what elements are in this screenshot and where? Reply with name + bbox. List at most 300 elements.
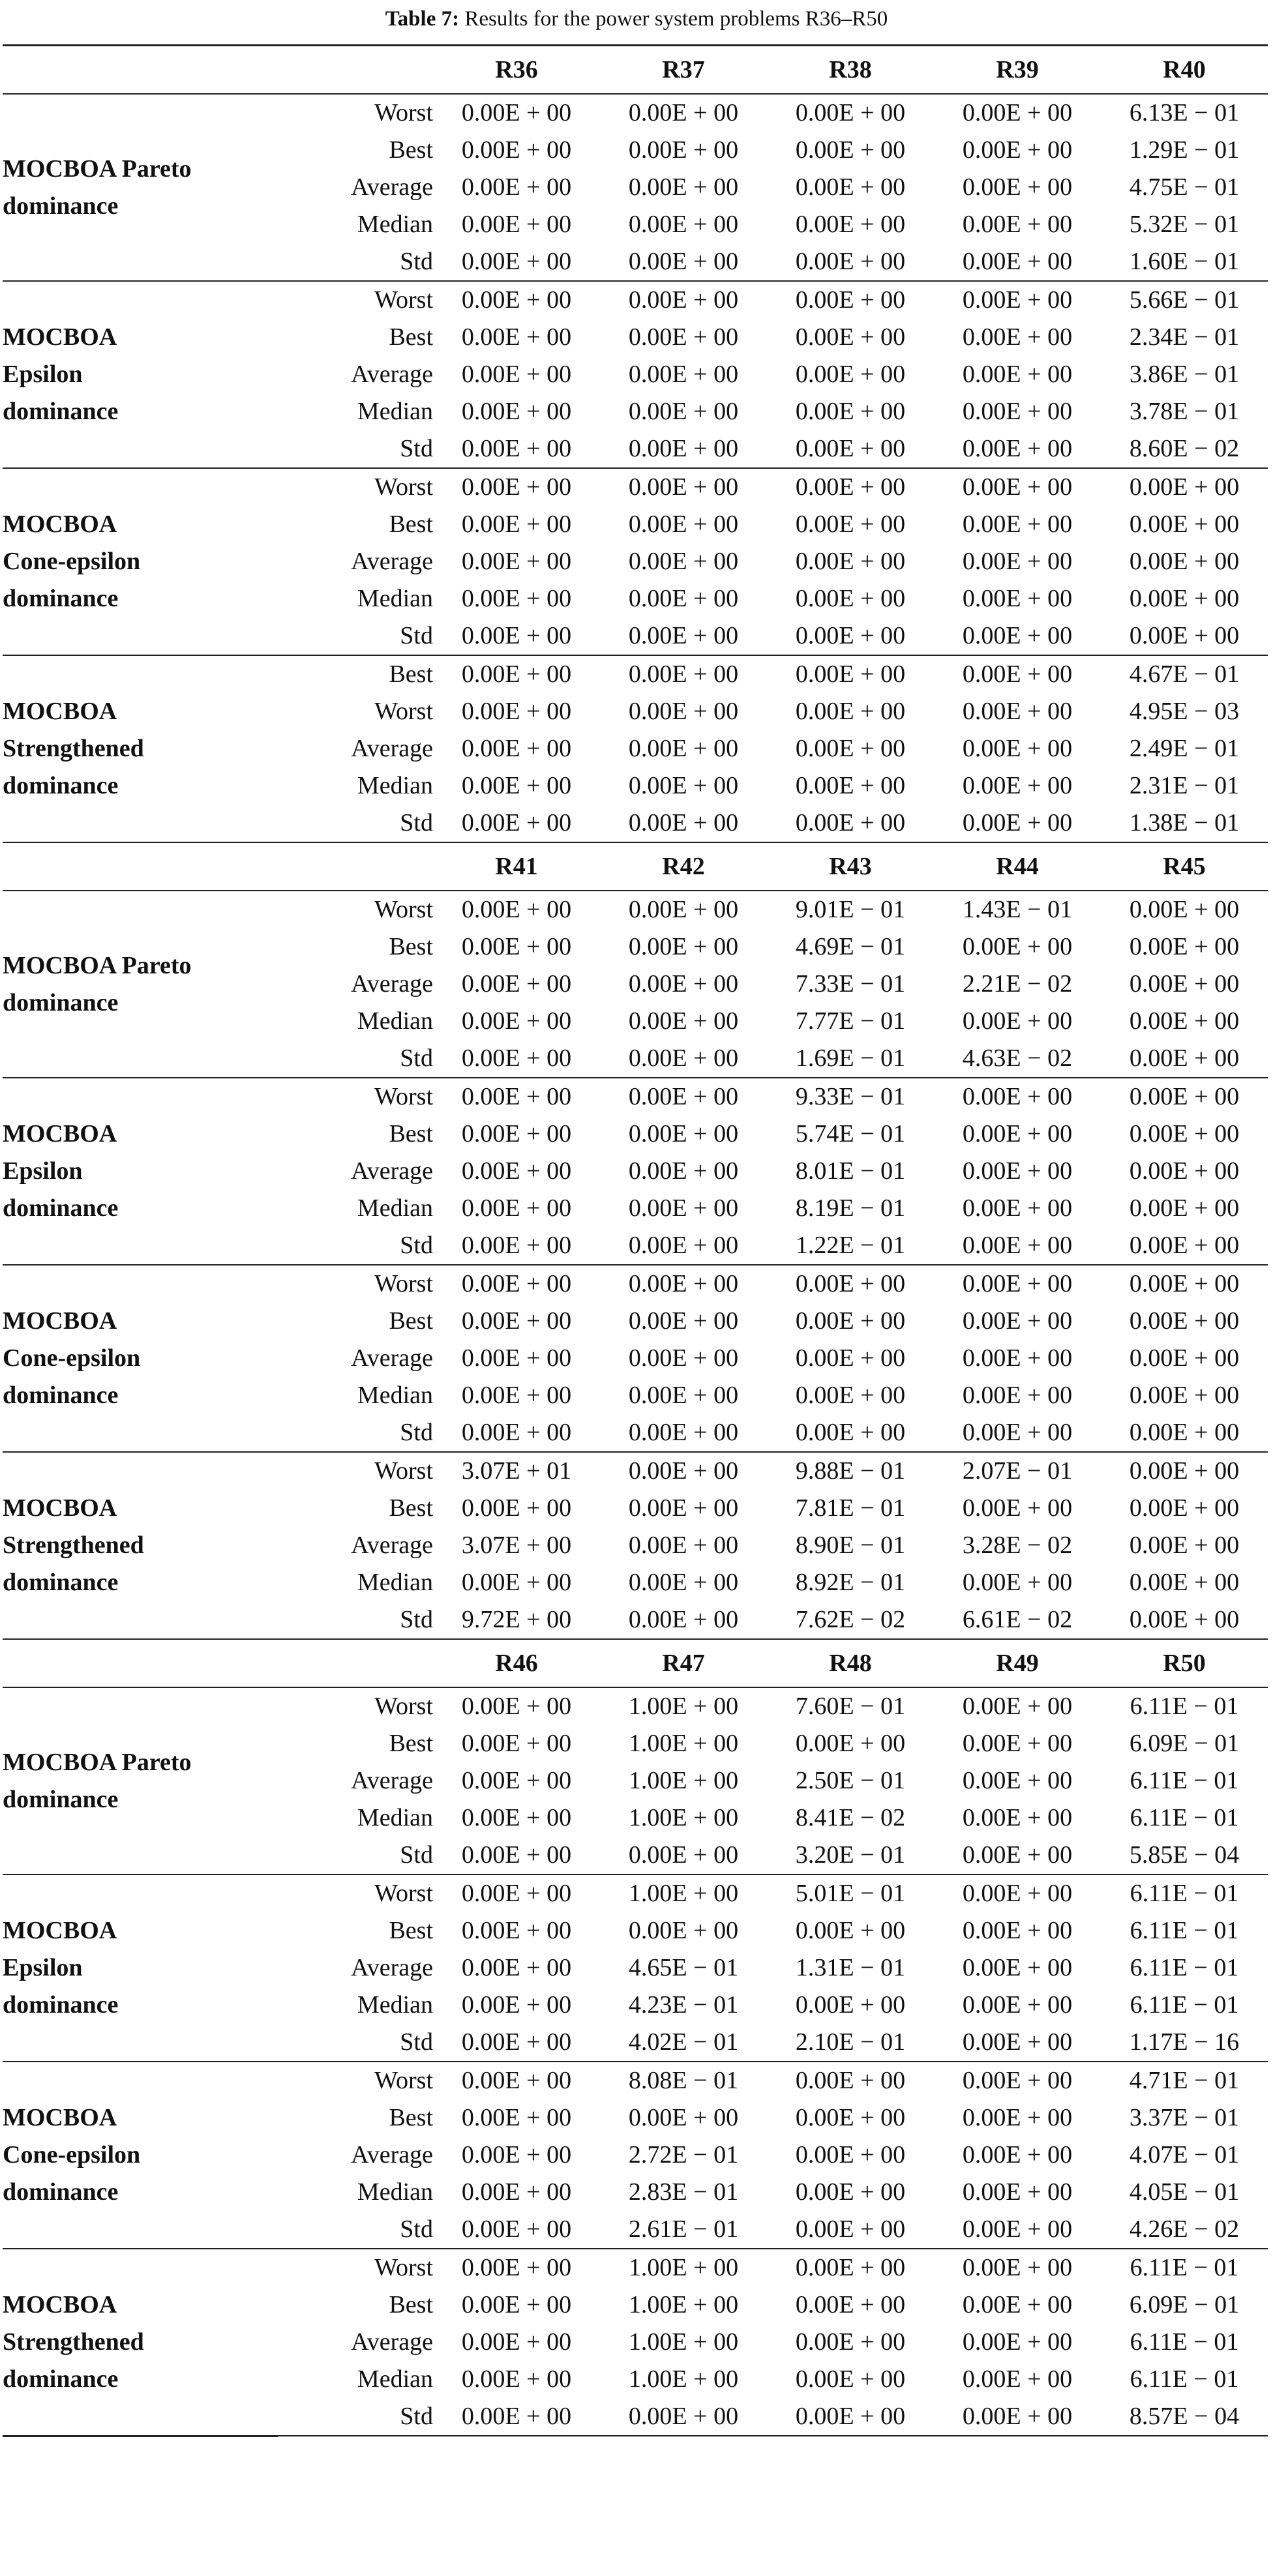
stat-label: Best (389, 1494, 433, 1522)
stat-label: Worst (374, 698, 433, 725)
stat-label: Std (278, 805, 433, 842)
column-header: R48 (767, 1639, 934, 1687)
method-label-line: Strengthened (3, 735, 144, 762)
value-cell: 4.65E − 01 (628, 1954, 739, 1981)
value-cell: 0.00E + 00 (934, 2211, 1101, 2249)
stat-label: Median (357, 211, 433, 238)
value-cell: 4.63E − 02 (934, 1040, 1101, 1078)
value-cell: 0.00E + 00 (934, 243, 1101, 281)
value-cell: 0.00E + 00 (962, 548, 1073, 575)
value-cell: 4.71E − 01 (1129, 2067, 1240, 2094)
value-cell: 0.00E + 00 (433, 805, 600, 842)
stat-label: Std (278, 617, 433, 655)
value-cell: 1.29E − 01 (1129, 136, 1240, 164)
value-cell: 2.61E − 01 (600, 2211, 767, 2249)
table-row (3, 1265, 1268, 1303)
value-cell: 1.00E + 00 (628, 2291, 739, 2318)
method-label-line: dominance (3, 1991, 119, 2019)
value-cell: 0.00E + 00 (962, 1194, 1073, 1222)
value-cell: 4.95E − 03 (1129, 698, 1240, 725)
method-label (3, 891, 278, 1078)
value-cell: 9.33E − 01 (795, 1083, 906, 1110)
stat-label: Best (389, 323, 433, 351)
stat-label: Std (278, 243, 433, 281)
value-cell: 0.00E + 00 (962, 173, 1073, 201)
value-cell: 0.00E + 00 (795, 660, 906, 688)
value-cell: 0.00E + 00 (962, 2141, 1073, 2169)
value-cell: 0.00E + 00 (628, 933, 739, 960)
method-label-line: Strengthened (3, 1532, 144, 1559)
method-label-line: MOCBOA Pareto (3, 951, 192, 979)
value-cell: 0.00E + 00 (1101, 1414, 1268, 1452)
stat-label: Best (389, 136, 433, 164)
method-label-line: MOCBOA (3, 1120, 117, 1147)
value-cell: 4.05E − 01 (1129, 2178, 1240, 2206)
value-cell: 0.00E + 00 (600, 805, 767, 842)
value-cell: 0.00E + 00 (795, 2104, 906, 2131)
value-cell: 3.07E + 01 (461, 1457, 572, 1485)
value-cell: 0.00E + 00 (461, 1083, 572, 1110)
value-cell: 0.00E + 00 (795, 361, 906, 388)
value-cell: 0.00E + 00 (628, 1120, 739, 1147)
value-cell: 0.00E + 00 (795, 2178, 906, 2206)
value-cell: 2.50E − 01 (795, 1767, 906, 1794)
column-header: R47 (600, 1639, 767, 1687)
value-cell: 4.02E − 01 (600, 2024, 767, 2062)
value-cell: 7.77E − 01 (795, 1007, 906, 1035)
value-cell: 5.85E − 04 (1101, 1837, 1268, 1874)
method-label-line: MOCBOA (3, 1494, 117, 1522)
stat-label: Std (278, 1601, 433, 1639)
value-cell: 0.00E + 00 (1101, 1601, 1268, 1639)
value-cell: 0.00E + 00 (795, 2141, 906, 2169)
value-cell: 0.00E + 00 (1129, 896, 1240, 923)
value-cell: 0.00E + 00 (628, 2104, 739, 2131)
value-cell: 0.00E + 00 (461, 1270, 572, 1297)
value-cell: 0.00E + 00 (962, 1344, 1073, 1372)
value-cell: 0.00E + 00 (461, 585, 572, 612)
value-cell: 0.00E + 00 (962, 585, 1073, 612)
stat-label: Median (357, 1382, 433, 1409)
value-cell: 0.00E + 00 (628, 99, 739, 126)
value-cell: 1.00E + 00 (628, 1767, 739, 1794)
value-cell: 0.00E + 00 (962, 473, 1073, 501)
value-cell: 0.00E + 00 (795, 99, 906, 126)
value-cell: 0.00E + 00 (628, 136, 739, 164)
column-header: R45 (1101, 842, 1268, 891)
value-cell: 0.00E + 00 (628, 511, 739, 538)
value-cell: 0.00E + 00 (433, 430, 600, 468)
value-cell: 3.07E + 00 (461, 1532, 572, 1559)
value-cell: 0.00E + 00 (1129, 1494, 1240, 1522)
value-cell: 0.00E + 00 (795, 2365, 906, 2393)
method-label-line: Epsilon (3, 361, 83, 388)
method-label-line: MOCBOA (3, 511, 117, 538)
value-cell: 0.00E + 00 (628, 1382, 739, 1409)
value-cell: 0.00E + 00 (461, 735, 572, 762)
value-cell: 8.41E − 02 (795, 1804, 906, 1831)
stat-label: Worst (374, 2067, 433, 2094)
stat-label: Median (357, 1569, 433, 1596)
method-label-line: MOCBOA (3, 2104, 117, 2131)
value-cell: 0.00E + 00 (461, 136, 572, 164)
method-label-line: Epsilon (3, 1157, 83, 1185)
value-cell: 0.00E + 00 (461, 1954, 572, 1981)
stat-label: Best (389, 511, 433, 538)
column-header: R42 (600, 842, 767, 891)
value-cell: 0.00E + 00 (1129, 1007, 1240, 1035)
value-cell: 0.00E + 00 (461, 2141, 572, 2169)
method-label (3, 1452, 278, 1639)
stat-label: Average (351, 1767, 433, 1794)
value-cell: 0.00E + 00 (461, 548, 572, 575)
value-cell: 8.90E − 01 (795, 1532, 906, 1559)
value-cell: 0.00E + 00 (628, 361, 739, 388)
stat-label: Std (278, 2211, 433, 2249)
value-cell: 0.00E + 00 (962, 1120, 1073, 1147)
value-cell: 0.00E + 00 (628, 735, 739, 762)
table-row (3, 1687, 1268, 1725)
value-cell: 1.00E + 00 (628, 1804, 739, 1831)
value-cell: 2.10E − 01 (767, 2024, 934, 2062)
method-label-line: dominance (3, 585, 119, 612)
stat-label: Worst (374, 2254, 433, 2281)
value-cell: 0.00E + 00 (461, 1917, 572, 1944)
value-cell: 0.00E + 00 (962, 1007, 1073, 1035)
header-blank-stat (278, 1639, 433, 1687)
stat-label: Worst (374, 99, 433, 126)
value-cell: 0.00E + 00 (962, 1991, 1073, 2019)
value-cell: 0.00E + 00 (795, 1730, 906, 1757)
stat-label: Best (389, 2104, 433, 2131)
value-cell: 6.11E − 01 (1130, 2365, 1239, 2393)
value-cell: 0.00E + 00 (962, 398, 1073, 425)
results-table (3, 44, 1268, 2437)
table-row (3, 1078, 1268, 1116)
value-cell: 6.11E − 01 (1130, 1917, 1239, 1944)
table-row (3, 468, 1268, 506)
value-cell: 0.00E + 00 (767, 2211, 934, 2249)
value-cell: 1.00E + 00 (628, 1880, 739, 1907)
value-cell: 0.00E + 00 (934, 1414, 1101, 1452)
value-cell: 6.11E − 01 (1130, 1767, 1239, 1794)
caption-label: Table 7: (385, 7, 460, 31)
value-cell: 0.00E + 00 (433, 1837, 600, 1874)
stat-label: Median (357, 1194, 433, 1222)
value-cell: 0.00E + 00 (628, 772, 739, 799)
caption-text: Results for the power system problems R36–R50 (464, 7, 888, 31)
value-cell: 0.00E + 00 (628, 585, 739, 612)
stat-label: Average (351, 2141, 433, 2169)
column-header: R50 (1101, 1639, 1268, 1687)
value-cell: 0.00E + 00 (433, 1040, 600, 1078)
header-blank-stat (278, 842, 433, 891)
value-cell: 0.00E + 00 (962, 1494, 1073, 1522)
value-cell: 6.13E − 01 (1129, 99, 1240, 126)
value-cell: 0.00E + 00 (1129, 1532, 1240, 1559)
value-cell: 0.00E + 00 (461, 473, 572, 501)
value-cell: 0.00E + 00 (962, 735, 1073, 762)
value-cell: 0.00E + 00 (962, 2291, 1073, 2318)
value-cell: 0.00E + 00 (962, 1270, 1073, 1297)
value-cell: 0.00E + 00 (600, 243, 767, 281)
value-cell: 0.00E + 00 (962, 1382, 1073, 1409)
value-cell: 0.00E + 00 (795, 2254, 906, 2281)
value-cell: 0.00E + 00 (795, 473, 906, 501)
value-cell: 0.00E + 00 (795, 1917, 906, 1944)
value-cell: 0.00E + 00 (600, 1837, 767, 1874)
value-cell: 0.00E + 00 (628, 1007, 739, 1035)
value-cell: 4.23E − 01 (628, 1991, 739, 2019)
table-row (3, 891, 1268, 928)
stat-label: Average (351, 1532, 433, 1559)
method-label (3, 1265, 278, 1452)
value-cell: 6.11E − 01 (1130, 2254, 1239, 2281)
table-row (3, 1874, 1268, 1912)
value-cell: 2.21E − 02 (962, 970, 1073, 998)
value-cell: 7.60E − 01 (795, 1693, 906, 1720)
stat-label: Worst (374, 1457, 433, 1485)
value-cell: 0.00E + 00 (1129, 1457, 1240, 1485)
value-cell: 0.00E + 00 (461, 99, 572, 126)
value-cell: 0.00E + 00 (962, 361, 1073, 388)
method-label-line: dominance (3, 988, 119, 1016)
value-cell: 6.61E − 02 (934, 1601, 1101, 1639)
value-cell: 4.26E − 02 (1101, 2211, 1268, 2249)
stat-label: Worst (374, 1693, 433, 1720)
value-cell: 0.00E + 00 (433, 1414, 600, 1452)
value-cell: 0.00E + 00 (962, 2254, 1073, 2281)
value-cell: 0.00E + 00 (461, 1307, 572, 1335)
method-label (3, 1874, 278, 2062)
value-cell: 0.00E + 00 (962, 698, 1073, 725)
value-cell: 1.00E + 00 (628, 1693, 739, 1720)
value-cell: 0.00E + 00 (461, 2104, 572, 2131)
value-cell: 1.38E − 01 (1101, 805, 1268, 842)
value-cell: 0.00E + 00 (1129, 1569, 1240, 1596)
method-label-line: MOCBOA (3, 1307, 117, 1335)
value-cell: 0.00E + 00 (1129, 1382, 1240, 1409)
value-cell: 0.00E + 00 (600, 1040, 767, 1078)
value-cell: 0.00E + 00 (962, 211, 1073, 238)
value-cell: 0.00E + 00 (461, 286, 572, 314)
stat-label: Average (351, 1954, 433, 1981)
method-label (3, 2249, 278, 2436)
header-blank-stat (278, 46, 433, 95)
value-cell: 0.00E + 00 (628, 1494, 739, 1522)
method-label (3, 1687, 278, 1874)
value-cell: 0.00E + 00 (1129, 511, 1240, 538)
value-cell: 2.83E − 01 (628, 2178, 739, 2206)
value-cell: 0.00E + 00 (767, 805, 934, 842)
value-cell: 0.00E + 00 (628, 1569, 739, 1596)
value-cell: 0.00E + 00 (628, 1157, 739, 1185)
stat-label: Best (389, 1307, 433, 1335)
value-cell: 0.00E + 00 (1129, 1344, 1240, 1372)
value-cell: 0.00E + 00 (461, 660, 572, 688)
value-cell: 0.00E + 00 (767, 617, 934, 655)
value-cell: 2.72E − 01 (628, 2141, 739, 2169)
value-cell: 0.00E + 00 (795, 2291, 906, 2318)
column-header: R41 (433, 842, 600, 891)
method-label-line: MOCBOA (3, 2290, 117, 2318)
value-cell: 6.11E − 01 (1130, 2328, 1239, 2356)
value-cell: 0.00E + 00 (461, 896, 572, 923)
stat-label: Std (278, 2024, 433, 2062)
value-cell: 1.43E − 01 (962, 896, 1073, 923)
value-cell: 0.00E + 00 (1129, 585, 1240, 612)
value-cell: 0.00E + 00 (795, 2328, 906, 2356)
value-cell: 3.20E − 01 (767, 1837, 934, 1874)
stat-label: Median (357, 585, 433, 612)
stat-label: Average (351, 970, 433, 998)
value-cell: 0.00E + 00 (461, 1494, 572, 1522)
stat-label: Median (357, 1804, 433, 1831)
column-header: R39 (934, 46, 1101, 95)
value-cell: 0.00E + 00 (934, 1837, 1101, 1874)
value-cell: 0.00E + 00 (934, 2398, 1101, 2436)
value-cell: 3.28E − 02 (962, 1532, 1073, 1559)
method-label-line: Cone-epsilon (3, 2141, 141, 2169)
value-cell: 0.00E + 00 (628, 1532, 739, 1559)
column-header: R43 (767, 842, 934, 891)
value-cell: 0.00E + 00 (962, 286, 1073, 314)
column-header: R40 (1101, 46, 1268, 95)
table-row (3, 2062, 1268, 2099)
value-cell: 8.57E − 04 (1101, 2398, 1268, 2436)
column-header: R36 (433, 46, 600, 95)
value-cell: 0.00E + 00 (461, 772, 572, 799)
value-cell: 0.00E + 00 (461, 1194, 572, 1222)
value-cell: 0.00E + 00 (600, 1414, 767, 1452)
value-cell: 0.00E + 00 (795, 173, 906, 201)
method-label-line: Cone-epsilon (3, 548, 141, 575)
value-cell: 1.69E − 01 (767, 1040, 934, 1078)
value-cell: 5.01E − 01 (795, 1880, 906, 1907)
stat-label: Std (278, 1040, 433, 1078)
value-cell: 0.00E + 00 (795, 1991, 906, 2019)
header-blank-method (3, 46, 278, 95)
value-cell: 0.00E + 00 (433, 2024, 600, 2062)
method-label-line: Epsilon (3, 1954, 83, 1981)
value-cell: 0.00E + 00 (461, 1569, 572, 1596)
table-row (3, 94, 1268, 132)
value-cell: 0.00E + 00 (962, 2178, 1073, 2206)
value-cell: 2.31E − 01 (1129, 772, 1240, 799)
value-cell: 0.00E + 00 (962, 1157, 1073, 1185)
value-cell: 0.00E + 00 (461, 2178, 572, 2206)
stat-label: Std (278, 1227, 433, 1265)
value-cell: 4.07E − 01 (1129, 2141, 1240, 2169)
method-label-line: MOCBOA Pareto (3, 155, 192, 183)
method-label-line: dominance (3, 772, 119, 799)
value-cell: 6.09E − 01 (1129, 1730, 1240, 1757)
value-cell: 0.00E + 00 (934, 805, 1101, 842)
value-cell: 0.00E + 00 (461, 398, 572, 425)
value-cell: 0.00E + 00 (628, 548, 739, 575)
value-cell: 0.00E + 00 (1101, 1040, 1268, 1078)
value-cell: 0.00E + 00 (461, 211, 572, 238)
value-cell: 0.00E + 00 (795, 2067, 906, 2094)
value-cell: 0.00E + 00 (767, 1414, 934, 1452)
value-cell: 0.00E + 00 (962, 2365, 1073, 2393)
stat-label: Std (278, 1414, 433, 1452)
value-cell: 0.00E + 00 (962, 323, 1073, 351)
stat-label: Best (389, 1730, 433, 1757)
column-header-row (3, 1639, 1268, 1687)
value-cell: 0.00E + 00 (461, 1991, 572, 2019)
table-row (3, 655, 1268, 693)
stat-label: Worst (374, 1083, 433, 1110)
value-cell: 1.00E + 00 (628, 2254, 739, 2281)
value-cell: 0.00E + 00 (962, 1730, 1073, 1757)
value-cell: 0.00E + 00 (1129, 473, 1240, 501)
value-cell: 0.00E + 00 (600, 617, 767, 655)
method-label-line: Strengthened (3, 2328, 144, 2356)
stat-label: Worst (374, 286, 433, 314)
value-cell: 0.00E + 00 (461, 1767, 572, 1794)
value-cell: 1.00E + 00 (628, 1730, 739, 1757)
value-cell: 0.00E + 00 (1101, 617, 1268, 655)
value-cell: 0.00E + 00 (461, 1730, 572, 1757)
method-label (3, 655, 278, 842)
value-cell: 0.00E + 00 (628, 1307, 739, 1335)
value-cell: 0.00E + 00 (795, 735, 906, 762)
method-label (3, 2062, 278, 2249)
value-cell: 6.11E − 01 (1130, 1954, 1239, 1981)
value-cell: 0.00E + 00 (628, 323, 739, 351)
value-cell: 0.00E + 00 (934, 430, 1101, 468)
value-cell: 0.00E + 00 (461, 933, 572, 960)
value-cell: 0.00E + 00 (795, 1382, 906, 1409)
value-cell: 0.00E + 00 (461, 323, 572, 351)
value-cell: 0.00E + 00 (795, 511, 906, 538)
value-cell: 0.00E + 00 (962, 1307, 1073, 1335)
results-body (3, 46, 1268, 2436)
stat-label: Average (351, 361, 433, 388)
value-cell: 6.11E − 01 (1130, 1693, 1239, 1720)
value-cell: 4.75E − 01 (1129, 173, 1240, 201)
stat-label: Worst (374, 1270, 433, 1297)
value-cell: 5.74E − 01 (795, 1120, 906, 1147)
value-cell: 1.31E − 01 (795, 1954, 906, 1981)
value-cell: 0.00E + 00 (795, 136, 906, 164)
method-label-line: dominance (3, 2365, 119, 2393)
value-cell: 0.00E + 00 (1129, 548, 1240, 575)
value-cell: 0.00E + 00 (628, 1457, 739, 1485)
value-cell: 3.37E − 01 (1129, 2104, 1240, 2131)
value-cell: 0.00E + 00 (767, 243, 934, 281)
value-cell: 0.00E + 00 (628, 660, 739, 688)
stat-label: Best (389, 1917, 433, 1944)
value-cell: 0.00E + 00 (461, 173, 572, 201)
value-cell: 1.60E − 01 (1101, 243, 1268, 281)
method-label-line: dominance (3, 1569, 119, 1596)
value-cell: 0.00E + 00 (795, 548, 906, 575)
value-cell: 0.00E + 00 (1129, 1157, 1240, 1185)
value-cell: 0.00E + 00 (1101, 1227, 1268, 1265)
value-cell: 6.09E − 01 (1129, 2291, 1240, 2318)
value-cell: 0.00E + 00 (461, 1693, 572, 1720)
value-cell: 0.00E + 00 (962, 1917, 1073, 1944)
stat-label: Median (357, 2365, 433, 2393)
value-cell: 0.00E + 00 (628, 398, 739, 425)
column-header-row (3, 842, 1268, 891)
method-label (3, 281, 278, 468)
value-cell: 7.33E − 01 (795, 970, 906, 998)
stat-label: Worst (374, 1880, 433, 1907)
value-cell: 0.00E + 00 (628, 1270, 739, 1297)
